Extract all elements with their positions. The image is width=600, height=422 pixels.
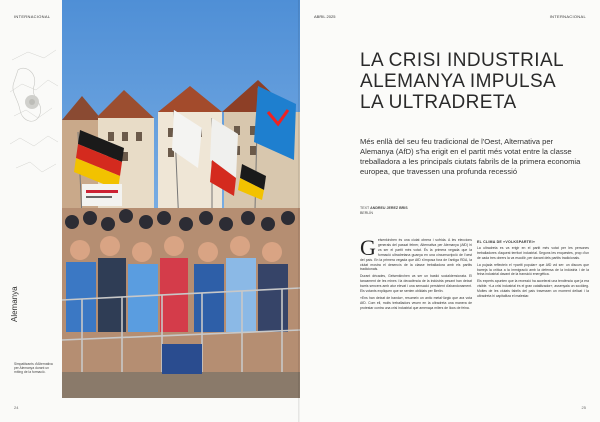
country-tag-label: Alemanya bbox=[10, 286, 19, 322]
article-column-1 bbox=[360, 235, 472, 313]
article-subhead: EL CLIMA DE «VOLKSPARTEI» bbox=[477, 240, 536, 244]
body-paragraph: La pujada reflecteix el «partit popular» que AfD vol ser: un discurs que barreja la crítica a la immigració amb la defensa de la indústria i de la feina industrial davant de la transició energètica. bbox=[477, 262, 589, 277]
body-paragraph: La ultradreta es va erigir en el partit més votat per les persones treballadores d'aquest territori industrial. Segons les enquestes, prop d'un de cada tres obrers la va escollir, per davant dels partits tradicionals. bbox=[477, 245, 589, 260]
country-tag bbox=[10, 262, 22, 322]
byline-prefix: TEXT bbox=[360, 206, 370, 210]
body-paragraph: «Ens han deixat de banda», resumeix un antic metal·lúrgic que ara vota AfD. Com ell, molts treballadors veuen en la ultradreta una manera de protestar contra una crisi industrial que amenaça milers de llocs de feina. bbox=[360, 295, 472, 310]
byline-place: BERLÍN bbox=[360, 211, 373, 215]
body-paragraph: Els experts apunten que la recessió ha accelerat una tendència que ja era visible. «La crisi industrial és el gran catalitzador», assenyala un sociòleg. Moltes de les ciutats fabrils del país travessen un moment delicat i la ultradreta hi capitalitza el malestar. bbox=[477, 279, 589, 299]
section-label-right: INTERNACIONAL bbox=[549, 14, 586, 19]
photo-caption: Simpatitzants d'Alternativa per Alemanya durant un míting de la formació. bbox=[14, 362, 53, 375]
headline-line: ALEMANYA IMPULSA bbox=[360, 71, 557, 92]
body-paragraph: Durant dècades, Gelsenkirchen va ser un bastió socialdemòcrata. El tancament de les mines i la decadència de la indústria pesant han deixat barris sencers amb atur elevat i una sensació persistent d'abandonament. Els votants expliquen que se senten oblidats per Berlín. bbox=[360, 274, 472, 294]
article-byline bbox=[360, 206, 408, 216]
headline-line: LA CRISI INDUSTRIAL bbox=[360, 50, 564, 71]
article-standfirst: Més enllà del seu feu tradicional de l'Oest, Alternativa per Alemanya (AfD) s'ha erigit en el partit més votat entre la classe treballadora a les principals ciutats fabrils de la primera economia europea, que travessen una profunda recessió bbox=[360, 137, 581, 176]
article-column-2 bbox=[477, 238, 589, 301]
rally-photo bbox=[62, 0, 300, 398]
headline-line: LA ULTRADRETA bbox=[360, 92, 517, 113]
europe-map-outline bbox=[8, 40, 60, 200]
body-paragraph: elsenkirchen és una ciutat obrera i sofrida. A les eleccions generals del passat febrer, Alternativa per Alemanya (AfD) hi va ser el partit més votat. És la primera vegada que la formació ultradretana guanya en una circumscripció de l'oest del país. En la primera vegada que AfD s'imposa fora de l'antiga RDA, la ciutat mostra el desencís de la classe treballadora amb els partits tradicionals. bbox=[360, 238, 472, 272]
article-headline bbox=[360, 50, 590, 113]
issue-date: ABRIL 2025 bbox=[314, 14, 336, 19]
section-label-left: INTERNACIONAL bbox=[14, 14, 51, 19]
drop-cap: G bbox=[360, 235, 376, 260]
page-number-right: 25 bbox=[581, 405, 586, 410]
page-number-left: 24 bbox=[14, 405, 19, 410]
byline-author: ANDREU JEREZ BRIS bbox=[370, 206, 408, 210]
